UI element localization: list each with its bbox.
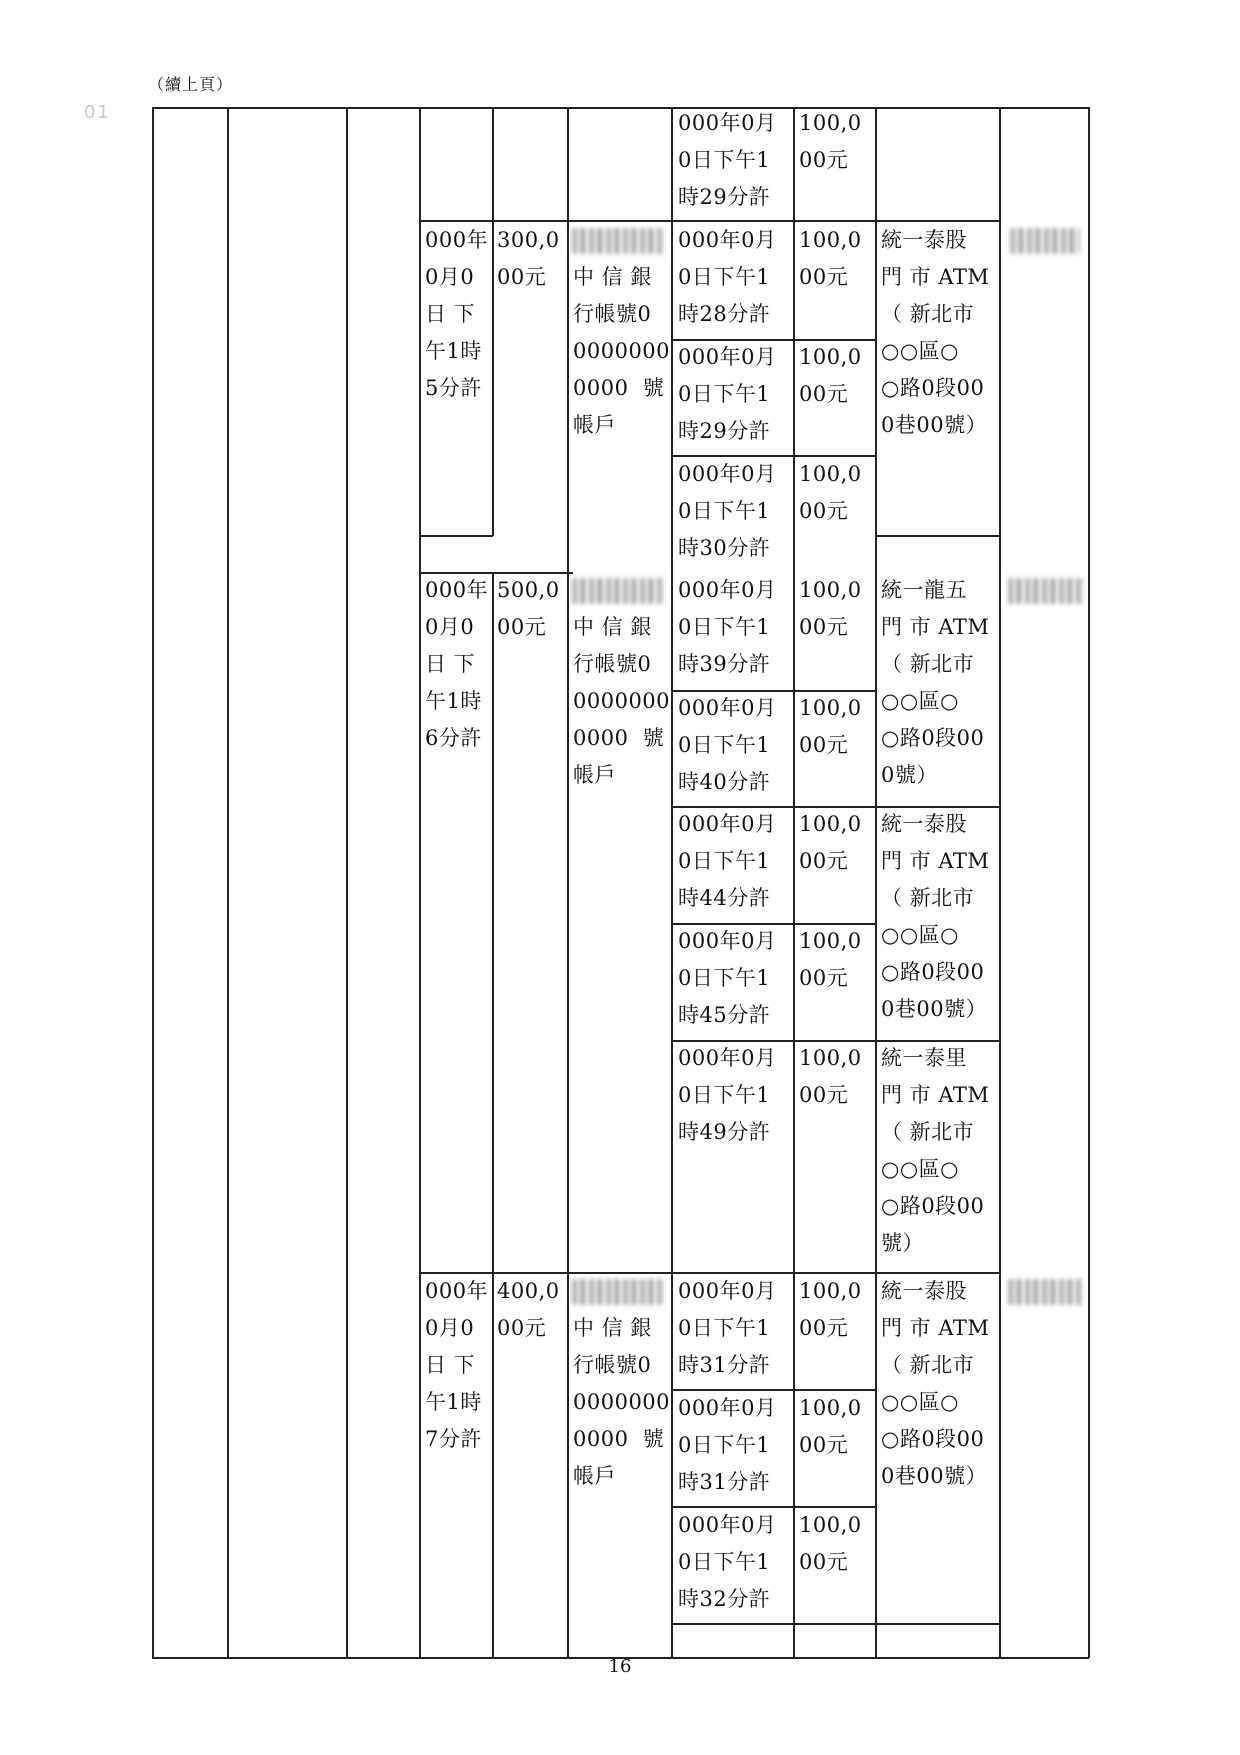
- withdrawal-amount: 100,0 00元: [799, 578, 862, 639]
- atm-location: 統一泰股 門 市 ATM （ 新北市 ○○區○ ○路0段00 0巷00號）: [881, 228, 990, 437]
- col-border: [346, 107, 348, 1658]
- withdrawal-time: 000年0月 0日下午1 時45分許: [678, 929, 777, 1027]
- redacted-withdrawer: [1008, 578, 1084, 604]
- withdrawal-time: 000年0月 0日下午1 時29分許: [678, 345, 777, 443]
- withdrawal-amount: 100,0 00元: [799, 1046, 862, 1107]
- withdrawal-time: 000年0月 0日下午1 時31分許: [678, 1396, 777, 1494]
- row-divider: [672, 1623, 1000, 1625]
- withdrawal-amount: 100,0 00元: [799, 345, 862, 406]
- transfer-time: 000年 0月0 日 下 午1時 5分許: [425, 228, 489, 400]
- withdrawal-time: 000年0月 0日下午1 時30分許: [678, 462, 777, 560]
- col-border: [492, 572, 494, 1658]
- line-number: 01: [84, 102, 111, 123]
- col-border: [567, 107, 569, 1658]
- redacted-withdrawer: [1008, 1279, 1082, 1305]
- row-divider: [876, 535, 1000, 537]
- col-border: [999, 107, 1001, 1658]
- transfer-amount: 400,0 00元: [497, 1279, 560, 1340]
- withdrawal-amount: 100,0 00元: [799, 812, 862, 873]
- withdrawal-time: 000年0月 0日下午1 時31分許: [678, 1279, 777, 1377]
- withdrawal-amount: 100,0 00元: [799, 1279, 862, 1340]
- transfer-time: 000年 0月0 日 下 午1時 6分許: [425, 578, 489, 750]
- col-border: [419, 107, 421, 1658]
- withdrawal-amount: 100,0 00元: [799, 111, 862, 172]
- atm-location: 統一泰股 門 市 ATM （ 新北市 ○○區○ ○路0段00 0巷00號）: [881, 812, 990, 1021]
- col-border: [227, 107, 229, 1658]
- withdrawal-amount: 100,0 00元: [799, 1396, 862, 1457]
- account-info: 中 信 銀 行帳號0 0000000 0000 號 帳戶: [573, 1316, 671, 1488]
- withdrawal-time: 000年0月 0日下午1 時44分許: [678, 812, 777, 910]
- atm-location: 統一泰里 門 市 ATM （ 新北市 ○○區○ ○路0段00 號）: [881, 1046, 990, 1255]
- withdrawal-time: 000年0月 0日下午1 時28分許: [678, 228, 777, 326]
- withdrawal-time: 000年0月 0日下午1 時39分許: [678, 578, 777, 676]
- atm-location: 統一泰股 門 市 ATM （ 新北市 ○○區○ ○路0段00 0巷00號）: [881, 1279, 990, 1488]
- withdrawal-time: 000年0月 0日下午1 時40分許: [678, 696, 777, 794]
- transfer-amount: 500,0 00元: [497, 578, 560, 639]
- withdrawal-amount: 100,0 00元: [799, 1513, 862, 1574]
- withdrawal-amount: 100,0 00元: [799, 462, 862, 523]
- col-border: [671, 107, 673, 1658]
- withdrawal-amount: 100,0 00元: [799, 929, 862, 990]
- withdrawal-time: 000年0月 0日下午1 時32分許: [678, 1513, 777, 1611]
- transfer-time: 000年 0月0 日 下 午1時 7分許: [425, 1279, 489, 1451]
- withdrawal-time: 000年0月 0日下午1 時29分許: [678, 111, 777, 209]
- account-info: 中 信 銀 行帳號0 0000000 0000 號 帳戶: [573, 615, 671, 787]
- redacted-withdrawer: [1010, 228, 1080, 254]
- continued-label: （續上頁）: [148, 75, 234, 94]
- col-border: [793, 107, 795, 1658]
- col-border: [152, 107, 154, 1658]
- col-border: [1088, 107, 1090, 1658]
- withdrawal-amount: 100,0 00元: [799, 228, 862, 289]
- account-info: 中 信 銀 行帳號0 0000000 0000 號 帳戶: [573, 265, 671, 437]
- col-border: [492, 107, 494, 536]
- col-border: [875, 107, 877, 1658]
- withdrawal-time: 000年0月 0日下午1 時49分許: [678, 1046, 777, 1144]
- row-divider: [420, 535, 493, 537]
- atm-location: 統一龍五 門 市 ATM （ 新北市 ○○區○ ○路0段00 0號）: [881, 578, 990, 787]
- table-top-border: [152, 107, 1089, 109]
- withdrawal-amount: 100,0 00元: [799, 696, 862, 757]
- page-number: 16: [608, 1656, 632, 1677]
- transfer-amount: 300,0 00元: [497, 228, 560, 289]
